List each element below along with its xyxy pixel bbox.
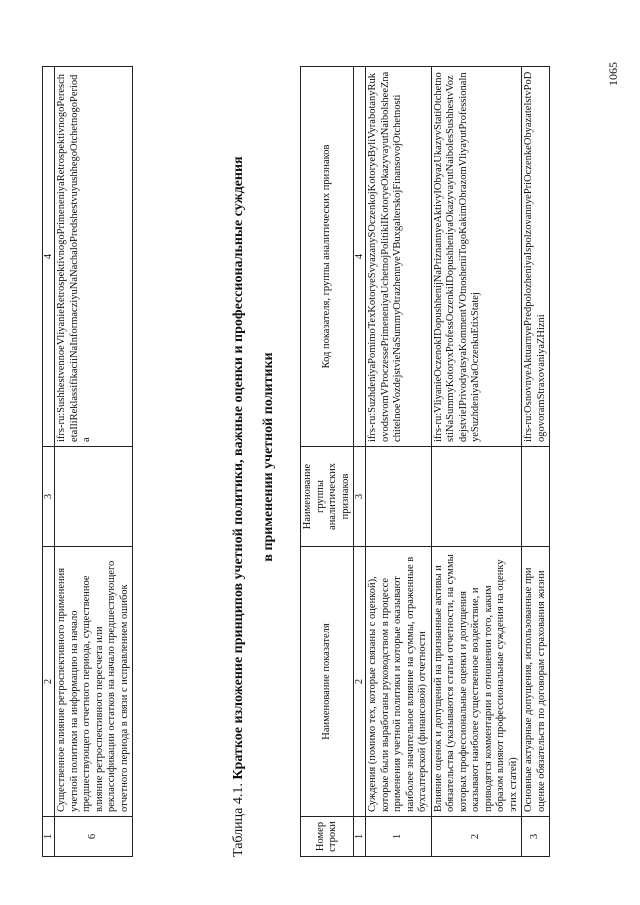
table-caption <box>230 57 278 857</box>
indicator-code: ifrs-ru:SuzhdeniyaPomimoTexKotoryeSvyazanySOczenkojKotoryeByliVyrabotanyRukovodstvomVProczessePrimeneniyaUchetnojPolitikiIKotoryeOkazyvayutNaibolsheeZnachitelnoeVozdejstvieNaSummyOtrazhennyeVBuxgalterskojFinansovojOtchetnosti <box>366 67 432 447</box>
header-group-name: Наименование группы аналитических признаков <box>301 447 354 547</box>
header-indicator-name: Наименование показателя <box>301 547 354 817</box>
indicator-code: ifrs-ru:SushhestvennoeVliyanieRetrospektivnogoPrimeneniyaRetrospektivnogoPereschetaIliReklassifikaciiNaInformacziyuNaNachaloPredshestvuyushhegoOtchetnogoPerioda <box>55 67 133 447</box>
column-number: 1 <box>43 817 55 857</box>
column-number: 2 <box>43 547 55 817</box>
accounting-policy-table <box>300 66 550 857</box>
column-number: 4 <box>43 67 55 447</box>
table-row <box>55 67 133 857</box>
table-row <box>522 67 550 857</box>
table-row <box>431 67 522 857</box>
row-number: 6 <box>55 817 133 857</box>
indicator-name: Существенное влияние ретроспективного применения учетной политики на информацию на начало предшествующего отчетного периода, существенное влияние ретроспективного пересчета или реклассификации остатков на начало предшествующего отчетного периода в связи с исправлением ошибок <box>55 547 133 817</box>
table-number: Таблица 4.1. <box>231 783 246 857</box>
indicator-name: Основные актуарные допущения, использованные при оценке обязательств по договорам страхования жизни <box>522 547 550 817</box>
row-number: 2 <box>431 817 522 857</box>
column-number: 1 <box>354 817 366 857</box>
continuation-table <box>42 66 133 857</box>
row-number: 1 <box>366 817 432 857</box>
column-number: 3 <box>354 447 366 547</box>
column-number: 4 <box>354 67 366 447</box>
group-name <box>55 447 133 547</box>
indicator-code: ifrs-ru:OsnovnyeAktuarnyePredpolozheniyaIspolzovannyePriOczenkeObyazatelstvPoDogovoramStraxovaniyaZHizni <box>522 67 550 447</box>
row-number: 3 <box>522 817 550 857</box>
column-number-row <box>43 67 55 857</box>
indicator-name: Влияние оценок и допущений на признанные активы и обязательства (указываются статьи отчетности, на суммы которых профессиональные оценки и допущения оказывают наиболее существенное воздействие, и приводятся комментарии в отношении того, каким образом влияют профессиональные суждения на оценку этих статей) <box>431 547 522 817</box>
group-name <box>431 447 522 547</box>
column-number: 2 <box>354 547 366 817</box>
column-number: 3 <box>43 447 55 547</box>
table-row <box>366 67 432 857</box>
group-name <box>522 447 550 547</box>
indicator-code: ifrs-ru:VliyanieOczenokIDopushhenijNaPriznannyeAktivyIObyazUkazyvStatiOtchetnostiNaSummyKotoryxProfessOczenkiIDopushheniyaOkazyvayutNaibolesSushhestvVozdejstvieIPrivodyatsyaKommentVOtnosheniiTogoKakimObrazomVliyayutProfessionalnyeSuzhdeniyaNaOczenkuEtixStatej <box>431 67 522 447</box>
group-name <box>366 447 432 547</box>
table-title-line2: в применении учетной политики <box>261 352 276 562</box>
header-indicator-code: Код показателя, группы аналитических признаков <box>301 67 354 447</box>
column-number-row <box>354 67 366 857</box>
page-number: 1065 <box>606 62 620 86</box>
table-title-line1: Краткое изложение принципов учетной политики, важные оценки и профессиональные суждения <box>231 156 246 780</box>
indicator-name: Суждения (помимо тех, которые связаны с оценкой), которые были выработаны руководством в процессе применения учетной политики и которые оказывают наиболее значительное влияние на суммы, отраженные в бухгалтерской (финансовой) отчетности <box>366 547 432 817</box>
header-row-number: Номер строки <box>301 817 354 857</box>
header-row <box>301 67 354 857</box>
